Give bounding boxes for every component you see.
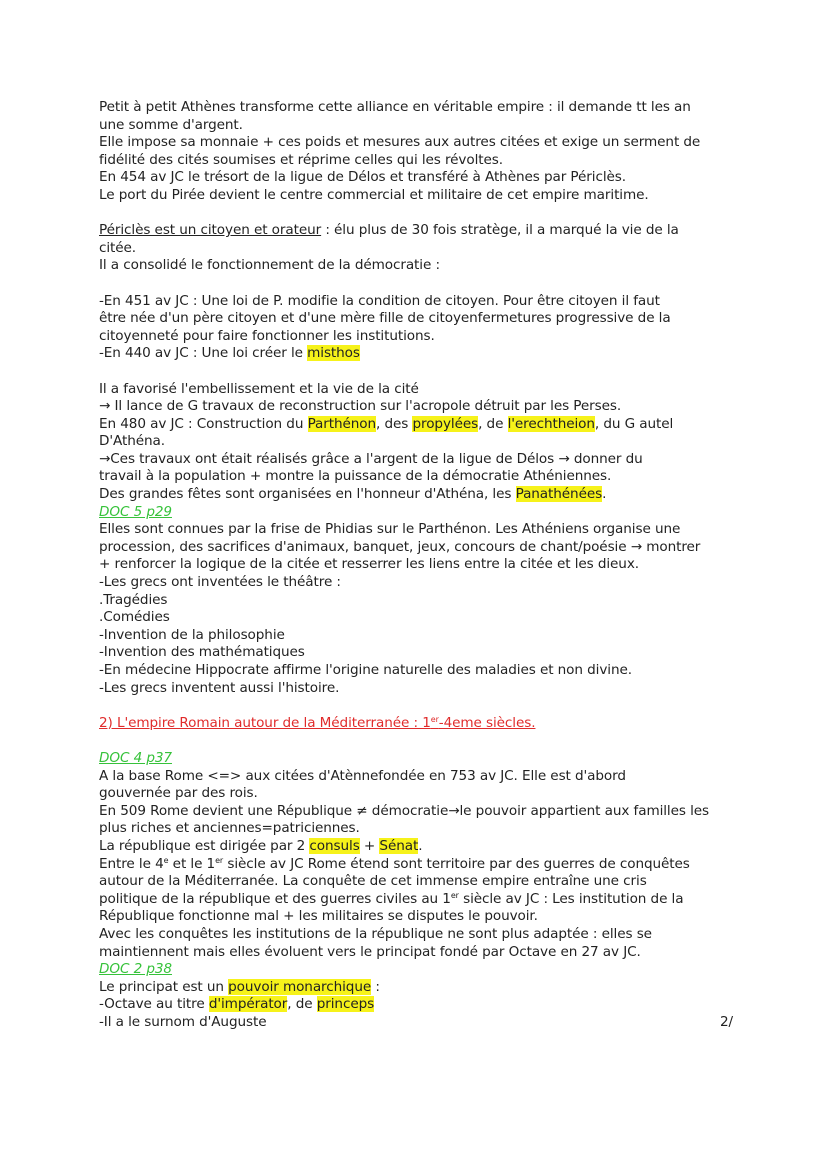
text-line: citée.	[99, 239, 137, 256]
page-number: 2/	[719, 1013, 733, 1030]
superscript: er	[215, 855, 224, 865]
text-span: siècle av JC Rome étend sont territoire par des guerres de conquêtes	[223, 855, 690, 872]
text-line	[99, 856, 739, 874]
text-line	[99, 838, 739, 856]
text-span: Le principat est un	[99, 978, 229, 995]
text-span: +	[359, 837, 380, 854]
text-line: procession, des sacrifices d'animaux, banquet, jeux, concours de chant/poésie → montrer	[99, 538, 701, 555]
text-line: travail à la population + montre la puissance de la démocratie Athéniennes.	[99, 468, 612, 485]
section-title	[99, 715, 739, 733]
highlighted-term: misthos	[307, 345, 360, 362]
text-line: D'Athéna.	[99, 433, 165, 450]
highlighted-term: Parthénon	[307, 415, 377, 432]
text-line: -En 451 av JC : Une loi de P. modifie la condition de citoyen. Pour être citoyen il faut	[99, 292, 660, 309]
text-line: A la base Rome <=> aux citées d'Atènnefondée en 753 av JC. Elle est d'abord	[99, 767, 626, 784]
text-span: , de	[478, 415, 508, 432]
spacer	[99, 732, 739, 750]
doc-reference: DOC 2 p38	[99, 961, 172, 978]
text-line: gouvernée par des rois.	[99, 785, 258, 802]
text-line: + renforcer la logique de la citée et resserrer les liens entre la citée et les dieux.	[99, 556, 639, 573]
text-line: .Tragédies	[99, 591, 168, 608]
text-span: .	[418, 837, 423, 854]
text-span: -Octave au titre	[99, 996, 209, 1013]
highlighted-term: pouvoir monarchique	[228, 978, 372, 995]
text-line: Petit à petit Athènes transforme cette alliance en véritable empire : il demande tt les an	[99, 99, 691, 115]
text-line	[99, 222, 739, 240]
text-line: .Comédies	[99, 609, 170, 626]
text-span: -4eme siècles.	[438, 714, 536, 731]
notes-content	[99, 99, 739, 1031]
highlighted-term: consuls	[309, 837, 360, 854]
text-line: République fonctionne mal + les militaires se disputes le pouvoir.	[99, 908, 538, 925]
spacer	[99, 363, 739, 381]
highlighted-term: princeps	[316, 996, 375, 1013]
underlined-heading: Périclès est un citoyen et orateur	[99, 222, 322, 239]
text-line: une somme d'argent.	[99, 116, 243, 133]
text-line: -En médecine Hippocrate affirme l'origine naturelle des maladies et non divine.	[99, 662, 632, 678]
text-line: -Les grecs ont inventées le théâtre :	[99, 574, 341, 591]
spacer	[99, 205, 739, 223]
text-span: politique de la république et des guerres civiles au 1	[99, 890, 451, 907]
text-line: En 509 Rome devient une République ≠ démocratie→le pouvoir appartient aux familles les	[99, 802, 710, 819]
highlighted-term: Sénat	[379, 837, 419, 854]
text-line: plus riches et anciennes=patriciennes.	[99, 820, 360, 837]
highlighted-term: l'erechtheion	[507, 415, 595, 432]
text-line: -Invention des mathématiques	[99, 644, 305, 661]
text-span: : élu plus de 30 fois stratège, il a marqué la vie de la	[321, 222, 679, 239]
text-span: La république est dirigée par 2	[99, 837, 310, 854]
text-span: et le 1	[168, 855, 216, 872]
doc-reference: DOC 4 p37	[99, 749, 172, 766]
text-line	[99, 979, 739, 997]
text-line	[99, 416, 739, 434]
text-span: Entre le 4	[99, 855, 164, 872]
superscript: er	[450, 890, 459, 900]
text-span: , de	[287, 996, 317, 1013]
text-line: → Il lance de G travaux de reconstruction sur l'acropole détruit par les Perses.	[99, 398, 622, 415]
text-line: autour de la Méditerranée. La conquête de cet immense empire entraîne une cris	[99, 873, 647, 890]
text-line: Elle impose sa monnaie + ces poids et mesures aux autres citées et exige un serment de	[99, 134, 701, 151]
spacer	[99, 697, 739, 715]
text-span: 2) L'empire Romain autour de la Méditerranée : 1	[99, 714, 431, 731]
text-line: citoyenneté pour faire fonctionner les institutions.	[99, 327, 435, 344]
highlighted-term: d'impérator	[208, 996, 288, 1013]
superscript: e	[163, 855, 169, 865]
text-span: :	[371, 978, 380, 995]
text-span: , du G autel	[594, 415, 674, 432]
superscript: er	[430, 714, 439, 724]
text-line	[99, 1014, 739, 1032]
text-span: -Il a le surnom d'Auguste	[99, 1013, 267, 1030]
text-line: →Ces travaux ont était réalisés grâce a l'argent de la ligue de Délos → donner du	[99, 450, 643, 467]
text-span: -En 440 av JC : Une loi créer le	[99, 345, 308, 362]
text-span: Des grandes fêtes sont organisées en l'honneur d'Athéna, les	[99, 486, 516, 503]
text-line: -Les grecs inventent aussi l'histoire.	[99, 679, 340, 696]
spacer	[99, 275, 739, 293]
text-line	[99, 891, 739, 909]
text-line: -Invention de la philosophie	[99, 626, 285, 643]
text-line	[99, 486, 739, 504]
text-line: Il a consolidé le fonctionnement de la démocratie :	[99, 257, 440, 274]
text-line: maintiennent mais elles évoluent vers le principat fondé par Octave en 27 av JC.	[99, 943, 641, 960]
text-line: fidélité des cités soumises et réprime celles qui les révoltes.	[99, 151, 503, 168]
highlighted-term: propylées	[412, 415, 479, 432]
text-span: .	[602, 486, 607, 503]
text-line	[99, 345, 739, 363]
text-line: être née d'un père citoyen et d'une mère fille de citoyenfermetures progressive de la	[99, 310, 671, 327]
text-span: siècle av JC : Les institution de la	[458, 890, 684, 907]
highlighted-term: Panathénées	[515, 486, 603, 503]
text-line: Le port du Pirée devient le centre commercial et militaire de cet empire maritime.	[99, 186, 649, 203]
text-line: Il a favorisé l'embellissement et la vie de la cité	[99, 380, 419, 397]
text-span: , des	[376, 415, 413, 432]
doc-reference: DOC 5 p29	[99, 503, 172, 520]
text-line: Avec les conquêtes les institutions de la république ne sont plus adaptée : elles se	[99, 925, 652, 942]
text-span: En 480 av JC : Construction du	[99, 415, 308, 432]
text-line	[99, 996, 739, 1014]
text-line: Elles sont connues par la frise de Phidias sur le Parthénon. Les Athéniens organise une	[99, 521, 681, 538]
text-line: En 454 av JC le trésort de la ligue de Délos et transféré à Athènes par Périclès.	[99, 169, 626, 186]
